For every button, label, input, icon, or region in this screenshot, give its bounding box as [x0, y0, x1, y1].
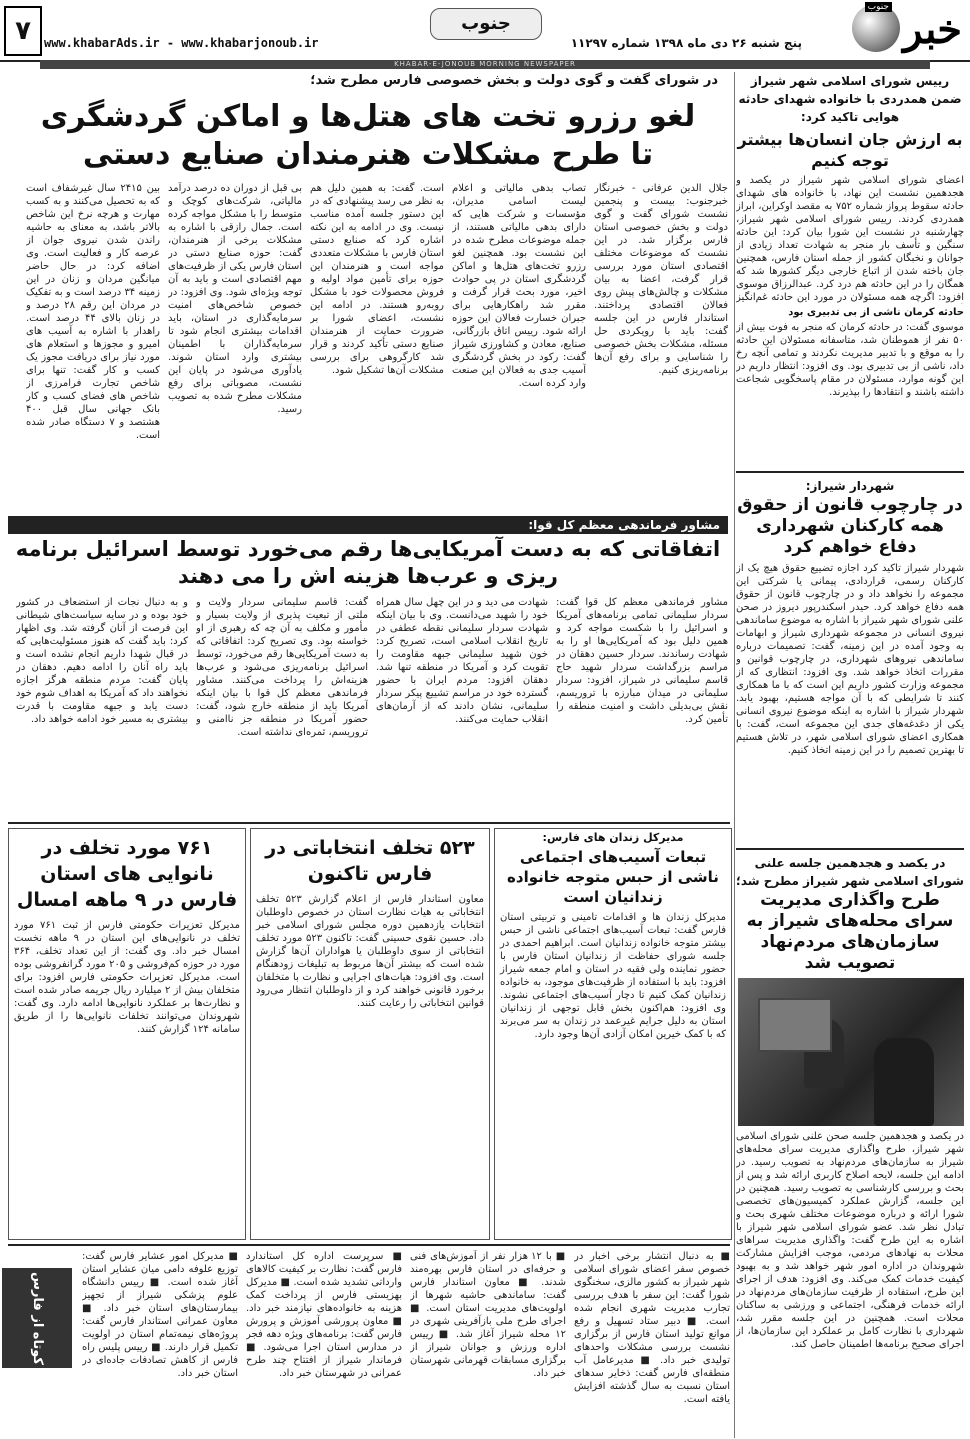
leader-headline: اتفاقاتی که به دست آمریکایی‌ها رقم می‌خورد توسط اسرائیل برنامه ریزی و عرب‌ها هزینه اش را می دهند: [15, 537, 721, 588]
right-story2-body: شهردار شیراز تاکید کرد اجازه تضییع حقوق هیچ یک از کارکنان رسمی، قراردادی، پیمانی یا شرکتی این مجموعه را نخواهد داد و در چارچوب قانون از حقوق همه دفاع خواهد کرد. حیدر اسکندرپور دیروز در صحن علنی شورای شهر شیراز با اشاره به موضوع ساماندهی نیروی انسانی در مجموعه شهرداری شیراز و ابهامات به وجود آمده در این زمینه، گفت: تصمیمات درباره ساماندهی نیروهای شهرداری، در چارچوب قوانین و مقررات اتخاذ خواهد شد. وی افزود: انتظاری که از مجموعه وزارت کشور داریم این است که با ما همکاری کنند تا شرایطی که با آن مواجه هستیم، بهبود یابد. شهردار شیراز با اشاره به اینکه موضوع نیروی انسانی یکی از دغدغه‌های جدی این مجموعه است، گفت: با همکاری اعضای شورای اسلامی شهر، در تلاش هستیم تا بهترین تصمیم را در این زمینه اتخاذ کنیم.: [736, 563, 964, 756]
lead-col-5: بین ۲۴۱۵ سال غیرشفاف است که به تحصیل می‌کنند و به کسب مهارت و هرچه نرخ این شاخص بالاتر باشد، به معنای به حاشیه راندن شدن نیروی جوان از عرصه کار و فعالیت است. وی اضافه کرد: در حال حاضر میانگین مردان و زنان در این زمینه ۳۴ درصد است و به تفکیک در مردان این رقم ۲۸ درصد و در زنان بالای ۴۴ درصد است. راهدار با اشاره به آسیب های امیرو و مجوزها و استعلام های مورد نیاز برای دریافت مجوز یک کسب و کار گفت: تنها برای شاخص تجارت فرامرزی از شاخص های فضای کسب و کار بانک جهانی سال قبل ۴۰۰ هشتصد و ۷ دستگاه صادر شده است.: [26, 183, 160, 441]
lead-col-3: است. گفت: به همین دلیل هم به نظر می رسد پیشنهادی که در این دستور جلسه آمده مناسب نیست. وی در ادامه به این نکته اشاره کرد که صنایع دستی استان فارس با مشکلات متعددی مواجه است و هنرمندان این حوزه برای تأمین مواد اولیه و فروش محصولات خود با مشکل روبه‌رو هستند. در ادامه این نشست، اعضای شورا بر ضرورت حمایت از هنرمندان صنایع دستی تأکید کردند و قرار شد کارگروهی برای بررسی مشکلات آن‌ها تشکیل شود.: [310, 183, 444, 376]
right-story1-headline: به ارزش جان انسان‌ها بیشتر توجه کنیم: [737, 130, 963, 170]
column-rule: [734, 72, 735, 1438]
election-story: [250, 828, 490, 1240]
prison-kicker: مدیرکل زندان های فارس:: [542, 831, 684, 844]
issue-line: پنج شنبه ۲۶ دی ماه ۱۳۹۸ شماره ۱۱۲۹۷: [570, 36, 802, 50]
right-story2-headline: در چارچوب قانون از حقوق همه کارکنان شهرداری دفاع خواهم کرد: [737, 495, 963, 557]
right-story1-kicker: رییس شورای اسلامی شهر شیراز ضمن همدردی با خانواده شهدای حادثه هوایی تاکید کرد:: [738, 74, 962, 124]
logo-sub: جنوب: [865, 2, 892, 12]
short-news-col-4: ■ مدیرکل امور عشایر فارس گفت: توزیع علوفه دامی میان عشایر استان آغاز شده است. ■ رییس دانشگاه علوم پزشکی شیراز از تجهیز بیمارستان‌های استان خبر داد. ■ معاون عمرانی استاندار فارس گفت: پروژه‌های نیمه‌تمام استان در اولویت تکمیل قرار دارند. ■ رییس پلیس راه فارس از کاهش تصادفات جاده‌ای در استان خبر داد.: [82, 1251, 238, 1379]
leader-story: [8, 536, 728, 818]
right-story3-kicker: در یکصد و هجدهمین جلسه علنی شورای اسلامی شهر شیراز مطرح شد؛: [736, 856, 964, 888]
divider: [736, 848, 964, 850]
right-story3-body: در یکصد و هجدهمین جلسه صحن علنی شورای اسلامی شهر شیراز، طرح واگذاری مدیریت سرای محله‌های شیراز به سازمان‌های مردم‌نهاد به تصویب رسید. در ادامه این جلسه، لایحه اصلاح کاربری ارائه شد و پس از بحث و بررسی کارشناسی به تصویب رسید. همچنین در این جلسه، گزارش عملکرد کمیسیون‌های تخصصی شورا ارائه و درباره موضوعات مختلف شهری بحث و تبادل نظر شد. عضو شورای اسلامی شهر شیراز با اشاره به این طرح گفت: واگذاری مدیریت سراهای محلات به نهادهای مردمی، موجب افزایش مشارکت شهروندان در اداره امور شهر خواهد شد و به بهبود کیفیت خدمات کمک می‌کند. وی افزود: هدف از اجرای این طرح، استفاده از ظرفیت سازمان‌های مردم‌نهاد در ارائه خدمات فرهنگی، اجتماعی و ورزشی به ساکنان محلات است. همچنین در این جلسه مقرر شد، شهرداری با نظارت کامل بر عملکرد این سازمان‌ها، از اجرای صحیح برنامه‌ها اطمینان حاصل کند.: [736, 1131, 964, 1350]
election-body: معاون استاندار فارس از اعلام گزارش ۵۲۳ تخلف انتخاباتی به هیات نظارت استان در خصوص داوطلبان انتخابات یازدهمین دوره مجلس شورای اسلامی خبر داد. حسین نقوی حسینی گفت: تاکنون ۵۲۳ مورد تخلف انتخاباتی از سوی داوطلبان یا هواداران آن‌ها گزارش شده است که بیشتر آن‌ها مربوط به تبلیغات زودهنگام است. وی افزود: هیات‌های اجرایی و نظارت با متخلفان برخورد قانونی خواهند کرد و از داوطلبان انتظار می‌رود قوانین انتخاباتی را رعایت کنند.: [256, 894, 485, 1009]
lead-headline-2: تا طرح مشکلات هنرمندان صنایع دستی: [82, 137, 654, 172]
lead-story: [8, 72, 728, 512]
masthead: [0, 0, 970, 62]
lead-headline-1: لغو رزرو تخت های هتل‌ها و اماکن گردشگری: [40, 99, 696, 134]
short-news-col-1: ■ به دنبال انتشار برخی اخبار در خصوص سفر اعضای شورای اسلامی شهر شیراز به کشور مالزی، سخنگوی شورا گفت: این سفر با هدف بررسی تجارب مدیریت شهری انجام شده است. ■ دبیر ستاد تسهیل و رفع موانع تولید استان فارس از برگزاری نشست بررسی مشکلات واحدهای تولیدی خبر داد. ■ مدیرعامل آب منطقه‌ای فارس گفت: ذخایر سدهای استان نسبت به سال گذشته افزایش یافته است.: [574, 1251, 730, 1405]
right-story2-kicker: شهردار شیراز:: [805, 479, 895, 493]
prison-body: مدیرکل زندان ها و اقدامات تامینی و تربیتی استان فارس گفت: تبعات آسیب‌های اجتماعی ناشی از حبس بیشتر متوجه خانواده زندانیان است. ابراهیم احمدی در جلسه شورای حفاظت از زندانیان استان فارس با حضور نماینده ولی فقیه در استان و امام جمعه شیراز افزود: باید با استفاده از ظرفیت‌های موجود، به خانواده زندانیان کمک کنیم تا دچار آسیب‌های اجتماعی نشوند. وی افزود: هم‌اکنون بخش قابل توجهی از زندانیان استان به دلیل جرایم غیرعمد در زندان به سر می‌برند که با کمک خیرین امکان آزادی آن‌ها وجود دارد.: [500, 912, 726, 1040]
right-column: [736, 72, 964, 1438]
short-news-columns: [80, 1250, 730, 1432]
short-news-tag: کوتاه از فارس: [2, 1268, 72, 1368]
leader-columns: [8, 596, 728, 816]
election-headline: ۵۲۳ تخلف انتخاباتی در فارس تاکنون: [265, 837, 475, 885]
prison-story: [494, 828, 732, 1240]
leader-col-2: شهادت می دید و در این چهل سال همراه خود را شهید می‌دانست. وی با بیان اینکه شهادت سردار سلیمانی نقطه عطفی در تاریخ انقلاب اسلامی است، تصریح کرد: خون شهید سلیمانی جبهه مقاومت را تقویت کرد و آمریکا در منطقه تنها شد. دهقان افزود: مردم ایران با حضور گسترده خود در مراسم تشییع پیکر سردار سلیمانی، نشان دادند که از آرمان‌های انقلاب حمایت می‌کنند.: [376, 597, 548, 725]
short-news: [80, 1250, 730, 1435]
divider: [8, 822, 730, 824]
newspaper-logo: [812, 2, 962, 56]
leader-story-bar: مشاور فرماندهی معظم کل قوا:: [8, 516, 728, 534]
bakery-headline: ۷۶۱ مورد تخلف در نانوایی های استان فارس در ۹ ماهه امسال: [16, 837, 238, 911]
leader-col-4: و به دنبال نجات از استضعاف در کشور خود بوده و در سایه سیاست‌های شیطانی این فرصت از آنان گرفته شد. وی اظهار کرد: باید گفت که هنوز مسئولیت‌هایی که در قبال شهدا داریم انجام نشده است و باید راه آنان را ادامه دهیم. دهقان در پایان گفت: مردم منطقه هرگز اجازه نخواهند داد که آمریکا به اهداف شوم خود دست یابد و جبهه مقاومت با قدرت بیشتری به مسیر خود ادامه خواهد داد.: [16, 597, 188, 725]
masthead-strap: KHABAR-E-JONOUB MORNING NEWSPAPER: [40, 60, 930, 69]
page-number: ۷: [4, 6, 42, 56]
short-news-col-3: ■ سرپرست اداره کل استاندارد فارس گفت: نظارت بر کیفیت کالاهای وارداتی تشدید شده است. ■ مدیرکل بهزیستی فارس از پرداخت کمک هزینه به خانواده‌های نیازمند خبر داد. ■ معاون پرورشی آموزش و پرورش فارس گفت: برنامه‌های ویژه دهه فجر در مدارس استان اجرا می‌شود. ■ فرماندار شیراز از افتتاح چند طرح عمرانی در شهرستان خبر داد.: [246, 1251, 402, 1379]
right-story1-subhead: حادثه کرمان ناشی از بی تدبیری بود: [788, 307, 964, 318]
short-news-col-2: ■ با ۱۲ هزار نفر از آموزش‌های فنی و حرفه‌ای در استان فارس بهره‌مند شدند. ■ معاون استاندار فارس گفت: ساماندهی حاشیه شهرها از اولویت‌های مدیریت استان است. ■ اجرای طرح ملی بازآفرینی شهری در ۱۲ محله شیراز آغاز شد. ■ رییس اداره ورزش و جوانان شیراز از برگزاری مسابقات قهرمانی شهرستان خبر داد.: [410, 1251, 566, 1379]
right-story1-body: اعضای شورای اسلامی شهر شیراز در یکصد و هجدهمین نشست این نهاد، با خانواده های شهدای حادثه سقوط پرواز شماره ۷۵۲ به مقصد اوکراین، ابراز همدردی کردند. رییس شورای اسلامی شهر شیراز، چهارشنبه در نشست این شورا بیان کرد: این حادثه سنگین و تأسف بار منجر به شهادت تعداد زیادی از جوانان و نخبگان کشور از جمله استان فارس، همچنین جان باخته شدن از اتباع خارجی دیگر کشورها شد که همگان را در این حادثه هم درد کرد. عبدالرزاق موسوی افزود: اگرچه همه مسئولان در مورد این حادثه غم‌انگیز: [736, 175, 964, 303]
council-photo: [738, 978, 964, 1126]
divider: [8, 1244, 730, 1246]
bakery-body: مدیرکل تعزیرات حکومتی فارس از ثبت ۷۶۱ مورد تخلف در نانوایی‌های این استان در ۹ ماهه نخست امسال خبر داد. وی گفت: از این تعداد تخلف، ۳۶۴ مورد در حوزه کم‌فروشی و ۲۰۵ مورد گرانفروشی بوده است. مدیرکل تعزیرات حکومتی فارس افزود: برای متخلفان بیش از ۲ میلیارد ریال جریمه صادر شده است و نظارت‌ها بر عملکرد نانوایی‌ها ادامه دارد. وی گفت: شهروندان می‌توانند تخلفات نانوایی‌ها را از طریق سامانه ۱۲۴ گزارش کنند.: [14, 920, 241, 1035]
lead-col-1: جلال الدین عرفانی - خبرنگار خبرجنوب: بیست و پنجمین نشست شورای گفت و گوی دولت و بخش خصوصی استان فارس برگزار شد. در این نشست که موضوعات مختلف اقتصادی استان مورد بررسی قرار گرفت، اعضا به بیان مشکلات و چالش‌های پیش روی فعالان اقتصادی پرداختند. استاندار فارس در این جلسه گفت: باید با رویکردی حل مسئله، مشکلات بخش خصوصی را شناسایی و برای رفع آن‌ها برنامه‌ریزی کنیم.: [594, 183, 728, 376]
leader-col-3: گفت: قاسم سلیمانی سردار ولایت و ملتی از تبعیت پذیری از ولایت بسیار و مأمور و مکلف به آن چه که رهبری از او خواسته بود. وی تصریح کرد: اتفاقاتی که به دست آمریکایی‌ها رقم می‌خورد، توسط اسرائیل برنامه‌ریزی می‌شود و عرب‌ها هزینه‌اش را پرداخت می‌کنند. مشاور فرماندهی معظم کل قوا با بیان اینکه آمریکا باید از منطقه خارج شود، گفت: حضور آمریکا در منطقه جز ناامنی و تروریسم، ثمره‌ای نداشته است.: [196, 597, 368, 738]
logo-word: خبر: [903, 6, 962, 53]
leader-col-1: مشاور فرماندهی معظم کل قوا گفت: سردار سلیمانی تمامی برنامه‌های آمریکا و اسرائیل را با شکست مواجه کرد و همین دلیل بود که آمریکایی‌ها او را به شهادت رساندند. سردار حسین دهقان در مراسم بزرگداشت سردار شهید حاج قاسم سلیمانی در شیراز، افزود: سردار سلیمانی در میدان مبارزه با تروریسم، نقش بی‌بدیلی داشت و امنیت منطقه را تأمین کرد.: [556, 597, 728, 725]
lead-columns: [8, 182, 728, 512]
lead-col-2: تصاب بدهی مالیاتی و اعلام لیست اسامی مدیران، مؤسسات و شرکت هایی که دارای بدهی مالیاتی هستند، از جمله موضوعات مطرح شده در این نشست بود. همچنین لغو رزرو تخت‌های هتل‌ها و اماکن گردشگری استان در پی حوادث اخیر، مورد بحث قرار گرفت و مقرر شد راهکارهایی برای جبران خسارت فعالان این حوزه ارائه شود. رییس اتاق بازرگانی، صنایع، معادن و کشاورزی شیراز گفت: رکود در بخش گردشگری آسیب جدی به فعالان این صنعت وارد کرده است.: [452, 183, 586, 389]
right-story3-headline: طرح واگذاری مدیریت سرای محله‌های شیراز به سازمان‌های مردم‌نهاد تصویب شد: [746, 890, 954, 973]
lead-kicker: در شورای گفت و گوی دولت و بخش خصوصی فارس مطرح شد؛: [310, 73, 718, 88]
section-badge: جنوب: [430, 8, 542, 40]
right-story1-body2: موسوی گفت: در حادثه کرمان که منجر به فوت بیش از ۵۰ نفر از هموطنان شد، متاسفانه مسئولان این حادثه را به موقع و با تدبیر مدیریت نکردند و تمامی آنچه رخ داد، ناشی از بی تدبیری بود. وی افزود: انتظار داریم در این گونه موارد، مسئولان در مقام پاسخگویی شجاعت داشته باشند و انتقادها را بپذیرند.: [736, 322, 964, 398]
divider: [736, 471, 964, 473]
prison-headline: تبعات آسیب‌های اجتماعی ناشی از حبس متوجه خانواده زندانیان است: [507, 848, 719, 906]
person-figure: [874, 1038, 934, 1126]
lead-col-4: بی قبل از دوران ده درصد درآمد مالیاتی، شرکت‌های کوچک و متوسط را با مشکل مواجه کرده است. جمال رازقی با اشاره به مشکلات برخی از هنرمندان، گفت: حوزه صنایع دستی در استان فارس یکی از ظرفیت‌های مهم اقتصادی است و باید به آن توجه ویژه‌ای شود. وی افزود: در خصوص شاخص‌های امنیت سرمایه‌گذاری در استان، باید اقدامات بیشتری انجام شود تا سرمایه‌گذاران با اطمینان بیشتری وارد استان شوند. یادآوری می‌شود در پایان این نشست، مصوباتی برای رفع مشکلات مطرح شده به تصویب رسید.: [168, 183, 302, 415]
website-urls: www.khabarAds.ir - www.khabarjonoub.ir: [44, 36, 319, 50]
bakery-story: [8, 828, 246, 1240]
monitor-shape: [758, 998, 832, 1052]
